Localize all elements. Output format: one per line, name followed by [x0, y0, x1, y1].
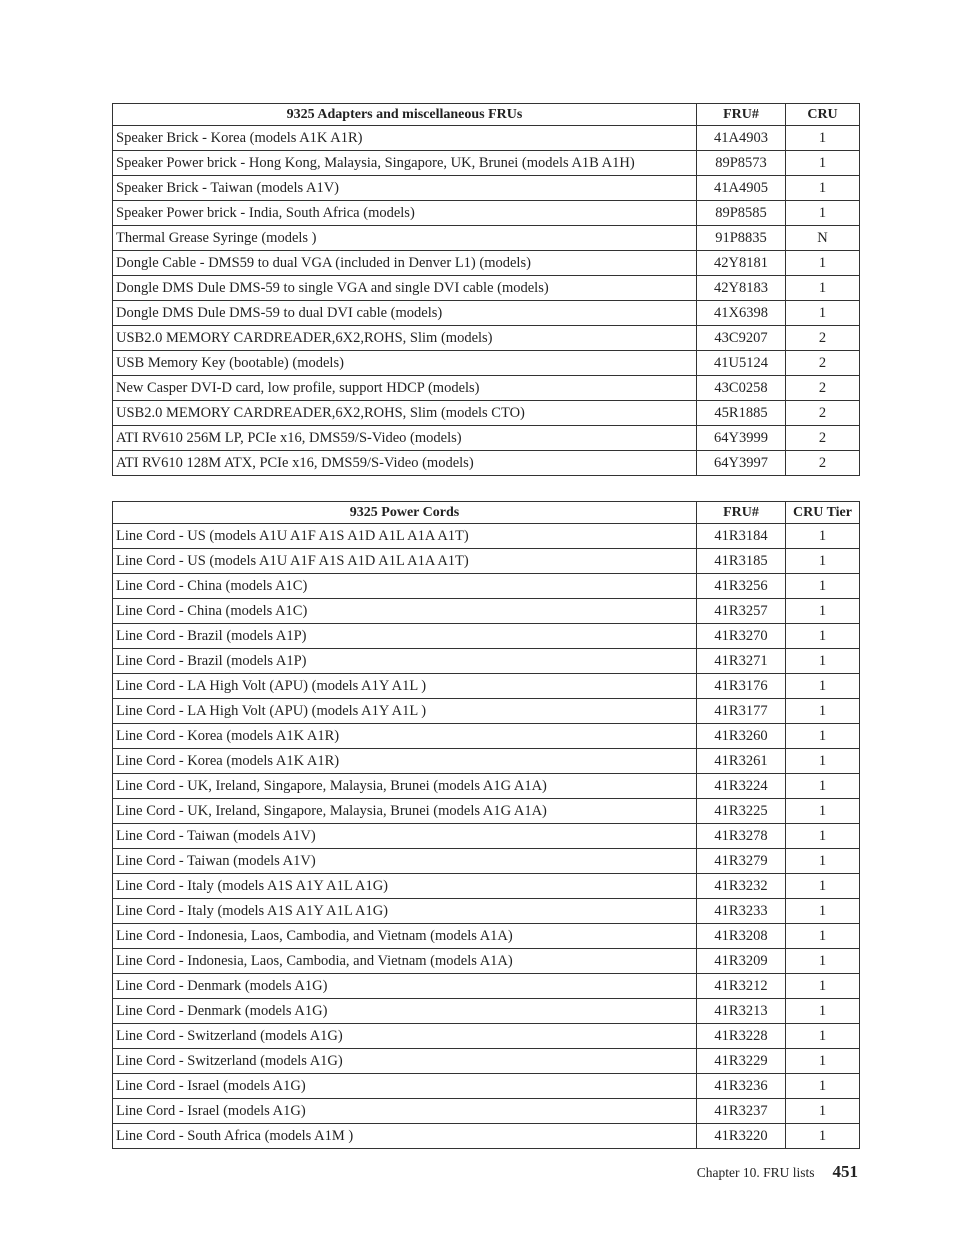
table-row	[113, 1074, 860, 1099]
cell-fru-number: 41R3213	[697, 999, 786, 1024]
cell-description: Line Cord - Taiwan (models A1V)	[113, 849, 697, 874]
table-row	[113, 401, 860, 426]
cell-description: Speaker Brick - Korea (models A1K A1R)	[113, 126, 697, 151]
cell-fru-number: 41R3212	[697, 974, 786, 999]
cell-description: Line Cord - UK, Ireland, Singapore, Malaysia, Brunei (models A1G A1A)	[113, 774, 697, 799]
table-row	[113, 599, 860, 624]
cell-description: Dongle DMS Dule DMS-59 to dual DVI cable (models)	[113, 301, 697, 326]
cell-cru: 1	[786, 1074, 860, 1099]
cell-fru-number: 45R1885	[697, 401, 786, 426]
cell-description: Line Cord - Brazil (models A1P)	[113, 649, 697, 674]
cell-description: Line Cord - Switzerland (models A1G)	[113, 1049, 697, 1074]
cell-description: Line Cord - Denmark (models A1G)	[113, 999, 697, 1024]
column-header-cru-tier: CRU Tier	[786, 502, 860, 524]
table-row	[113, 1124, 860, 1149]
page-footer	[697, 1162, 858, 1182]
cell-cru: 1	[786, 251, 860, 276]
cell-cru: 1	[786, 899, 860, 924]
table-row	[113, 724, 860, 749]
table-row	[113, 574, 860, 599]
cell-fru-number: 64Y3997	[697, 451, 786, 476]
cell-cru: 1	[786, 974, 860, 999]
cell-description: Line Cord - Israel (models A1G)	[113, 1074, 697, 1099]
table-row	[113, 799, 860, 824]
cell-description: Line Cord - Denmark (models A1G)	[113, 974, 697, 999]
cell-fru-number: 41R3271	[697, 649, 786, 674]
cell-cru: 1	[786, 699, 860, 724]
page-number: 451	[832, 1162, 858, 1181]
cell-fru-number: 41R3220	[697, 1124, 786, 1149]
cell-description: Line Cord - Italy (models A1S A1Y A1L A1G)	[113, 874, 697, 899]
cell-cru: 1	[786, 599, 860, 624]
cell-description: Line Cord - Taiwan (models A1V)	[113, 824, 697, 849]
cell-fru-number: 41R3236	[697, 1074, 786, 1099]
cell-cru: 2	[786, 401, 860, 426]
cell-cru: 1	[786, 724, 860, 749]
table-row	[113, 999, 860, 1024]
cell-description: ATI RV610 256M LP, PCIe x16, DMS59/S-Video (models)	[113, 426, 697, 451]
cell-cru: 1	[786, 999, 860, 1024]
cell-description: Thermal Grease Syringe (models )	[113, 226, 697, 251]
column-header-fru: FRU#	[697, 502, 786, 524]
adapters-fru-table	[112, 103, 860, 476]
cell-description: Line Cord - US (models A1U A1F A1S A1D A1L A1A A1T)	[113, 524, 697, 549]
cell-cru: 2	[786, 351, 860, 376]
cell-fru-number: 41R3256	[697, 574, 786, 599]
cell-fru-number: 42Y8183	[697, 276, 786, 301]
table-row	[113, 351, 860, 376]
table-row	[113, 201, 860, 226]
column-header-description: 9325 Power Cords	[113, 502, 697, 524]
cell-description: ATI RV610 128M ATX, PCIe x16, DMS59/S-Video (models)	[113, 451, 697, 476]
cell-description: Line Cord - LA High Volt (APU) (models A1Y A1L )	[113, 699, 697, 724]
cell-cru: 1	[786, 649, 860, 674]
cell-cru: 1	[786, 824, 860, 849]
cell-cru: 1	[786, 924, 860, 949]
cell-description: Line Cord - Brazil (models A1P)	[113, 624, 697, 649]
cell-cru: 2	[786, 376, 860, 401]
table-row	[113, 649, 860, 674]
cell-cru: 1	[786, 126, 860, 151]
cell-description: Line Cord - China (models A1C)	[113, 599, 697, 624]
cell-cru: 1	[786, 151, 860, 176]
cell-description: Line Cord - LA High Volt (APU) (models A1Y A1L )	[113, 674, 697, 699]
cell-fru-number: 41U5124	[697, 351, 786, 376]
cell-fru-number: 43C9207	[697, 326, 786, 351]
cell-fru-number: 41A4903	[697, 126, 786, 151]
cell-fru-number: 41R3184	[697, 524, 786, 549]
table-row	[113, 624, 860, 649]
cell-cru: 1	[786, 276, 860, 301]
table-row	[113, 549, 860, 574]
cell-fru-number: 42Y8181	[697, 251, 786, 276]
cell-description: Speaker Brick - Taiwan (models A1V)	[113, 176, 697, 201]
cell-fru-number: 41R3228	[697, 1024, 786, 1049]
cell-cru: 1	[786, 549, 860, 574]
table-row	[113, 1024, 860, 1049]
table-row	[113, 426, 860, 451]
table-row	[113, 924, 860, 949]
column-header-description: 9325 Adapters and miscellaneous FRUs	[113, 104, 697, 126]
cell-fru-number: 41R3237	[697, 1099, 786, 1124]
cell-cru: 1	[786, 1099, 860, 1124]
cell-description: Line Cord - Indonesia, Laos, Cambodia, and Vietnam (models A1A)	[113, 924, 697, 949]
chapter-label: Chapter 10. FRU lists	[696, 1165, 815, 1180]
table-row	[113, 301, 860, 326]
cell-fru-number: 41R3257	[697, 599, 786, 624]
table-row	[113, 451, 860, 476]
cell-description: Line Cord - UK, Ireland, Singapore, Malaysia, Brunei (models A1G A1A)	[113, 799, 697, 824]
table-row	[113, 849, 860, 874]
cell-cru: 2	[786, 426, 860, 451]
cell-description: Line Cord - US (models A1U A1F A1S A1D A1L A1A A1T)	[113, 549, 697, 574]
cell-cru: 1	[786, 524, 860, 549]
cell-description: Dongle DMS Dule DMS-59 to single VGA and single DVI cable (models)	[113, 276, 697, 301]
cell-cru: 1	[786, 874, 860, 899]
table-row	[113, 749, 860, 774]
table-row	[113, 326, 860, 351]
cell-cru: N	[786, 226, 860, 251]
cell-cru: 1	[786, 301, 860, 326]
table-header-row	[113, 502, 860, 524]
cell-fru-number: 41R3224	[697, 774, 786, 799]
cell-description: New Casper DVI-D card, low profile, support HDCP (models)	[113, 376, 697, 401]
cell-fru-number: 41X6398	[697, 301, 786, 326]
table-row	[113, 824, 860, 849]
cell-description: Line Cord - Israel (models A1G)	[113, 1099, 697, 1124]
table-row	[113, 899, 860, 924]
cell-description: Dongle Cable - DMS59 to dual VGA (included in Denver L1) (models)	[113, 251, 697, 276]
cell-fru-number: 41R3229	[697, 1049, 786, 1074]
table-row	[113, 874, 860, 899]
cell-description: Line Cord - Switzerland (models A1G)	[113, 1024, 697, 1049]
cell-cru: 1	[786, 176, 860, 201]
cell-description: USB2.0 MEMORY CARDREADER,6X2,ROHS, Slim (models CTO)	[113, 401, 697, 426]
cell-fru-number: 41R3270	[697, 624, 786, 649]
table-row	[113, 1049, 860, 1074]
cell-fru-number: 41R3176	[697, 674, 786, 699]
cell-cru: 1	[786, 201, 860, 226]
cell-fru-number: 43C0258	[697, 376, 786, 401]
cell-fru-number: 41R3232	[697, 874, 786, 899]
cell-cru: 1	[786, 624, 860, 649]
cell-cru: 1	[786, 774, 860, 799]
table-row	[113, 699, 860, 724]
cell-cru: 1	[786, 949, 860, 974]
cell-fru-number: 41R3260	[697, 724, 786, 749]
cell-fru-number: 41R3233	[697, 899, 786, 924]
cell-description: Line Cord - Korea (models A1K A1R)	[113, 724, 697, 749]
cell-fru-number: 41R3177	[697, 699, 786, 724]
cell-description: Line Cord - Korea (models A1K A1R)	[113, 749, 697, 774]
cell-cru: 2	[786, 326, 860, 351]
column-header-fru: FRU#	[697, 104, 786, 126]
table-row	[113, 276, 860, 301]
cell-description: Line Cord - Italy (models A1S A1Y A1L A1G)	[113, 899, 697, 924]
cell-cru: 1	[786, 1049, 860, 1074]
cell-cru: 1	[786, 1124, 860, 1149]
table-row	[113, 1099, 860, 1124]
cell-fru-number: 91P8835	[697, 226, 786, 251]
cell-cru: 1	[786, 799, 860, 824]
table-header-row	[113, 104, 860, 126]
table-row	[113, 524, 860, 549]
cell-description: Line Cord - Indonesia, Laos, Cambodia, and Vietnam (models A1A)	[113, 949, 697, 974]
cell-cru: 1	[786, 1024, 860, 1049]
table-row	[113, 251, 860, 276]
cell-description: USB2.0 MEMORY CARDREADER,6X2,ROHS, Slim (models)	[113, 326, 697, 351]
cell-cru: 1	[786, 849, 860, 874]
cell-fru-number: 64Y3999	[697, 426, 786, 451]
cell-fru-number: 41R3209	[697, 949, 786, 974]
table-row	[113, 949, 860, 974]
table-row	[113, 974, 860, 999]
cell-description: Line Cord - China (models A1C)	[113, 574, 697, 599]
column-header-cru: CRU	[786, 104, 860, 126]
cell-fru-number: 41R3279	[697, 849, 786, 874]
cell-description: Speaker Power brick - India, South Africa (models)	[113, 201, 697, 226]
cell-cru: 2	[786, 451, 860, 476]
cell-cru: 1	[786, 674, 860, 699]
cell-description: Speaker Power brick - Hong Kong, Malaysia, Singapore, UK, Brunei (models A1B A1H)	[113, 151, 697, 176]
table-row	[113, 774, 860, 799]
cell-fru-number: 89P8573	[697, 151, 786, 176]
cell-fru-number: 41R3261	[697, 749, 786, 774]
power-cords-fru-table	[112, 501, 860, 1149]
table-row	[113, 176, 860, 201]
cell-fru-number: 89P8585	[697, 201, 786, 226]
cell-fru-number: 41R3208	[697, 924, 786, 949]
table-row	[113, 674, 860, 699]
table-row	[113, 151, 860, 176]
table-row	[113, 376, 860, 401]
cell-fru-number: 41A4905	[697, 176, 786, 201]
cell-cru: 1	[786, 574, 860, 599]
cell-description: Line Cord - South Africa (models A1M )	[113, 1124, 697, 1149]
cell-fru-number: 41R3225	[697, 799, 786, 824]
cell-fru-number: 41R3278	[697, 824, 786, 849]
cell-cru: 1	[786, 749, 860, 774]
cell-description: USB Memory Key (bootable) (models)	[113, 351, 697, 376]
table-row	[113, 226, 860, 251]
cell-fru-number: 41R3185	[697, 549, 786, 574]
table-row	[113, 126, 860, 151]
